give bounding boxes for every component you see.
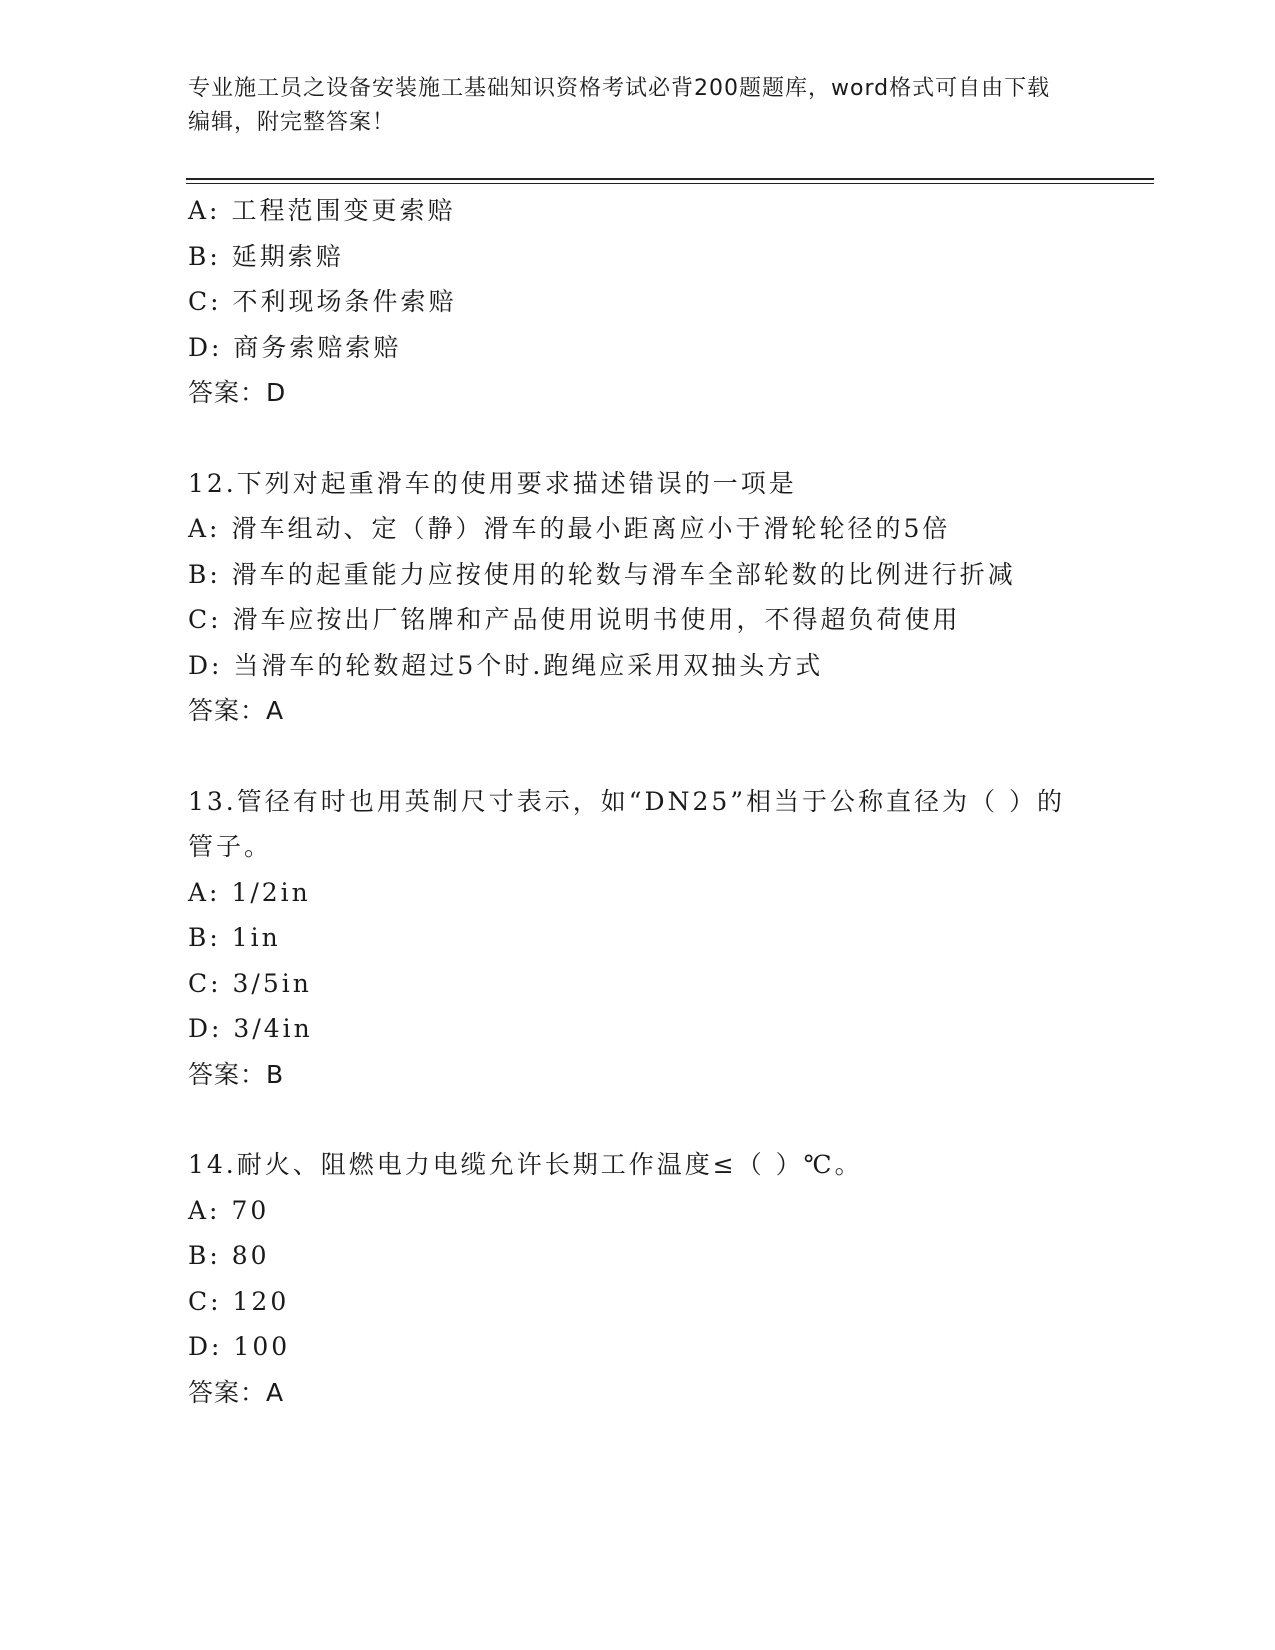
question-content [188, 188, 1108, 1415]
document-header: 专业施工员之设备安装施工基础知识资格考试必背200题题库，word格式可自由下载编辑，附完整答案！ [188, 76, 1051, 135]
option-d: D: 当滑车的轮数超过5个时.跑绳应采用双抽头方式 [188, 650, 824, 680]
question-text: 14.耐火、阻燃电力电缆允许长期工作温度≤（ ）℃。 [188, 1150, 863, 1179]
answer-line: 答案：D [188, 378, 287, 407]
option-c: C: 120 [188, 1286, 290, 1316]
option-a: A: 工程范围变更索赔 [188, 196, 456, 225]
option-c: C: 滑车应按出厂铭牌和产品使用说明书使用，不得超负荷使用 [188, 605, 961, 634]
option-d: D: 100 [188, 1332, 291, 1361]
answer-line: 答案：A [188, 1377, 285, 1407]
option-a: A: 70 [188, 1195, 270, 1225]
question-12 [188, 461, 1108, 734]
option-b: B: 80 [188, 1241, 270, 1270]
header-rule-thin [186, 183, 1154, 184]
option-d: D: 3/4in [188, 1014, 313, 1043]
question-14 [188, 1142, 1108, 1415]
option-c: C: 不利现场条件索赔 [188, 287, 457, 316]
option-c: C: 3/5in [188, 968, 312, 998]
option-d: D: 商务索赔索赔 [188, 332, 402, 362]
option-b: B: 延期索赔 [188, 241, 344, 271]
question-text: 12.下列对起重滑车的使用要求描述错误的一项是 [188, 468, 797, 498]
option-a: A: 1/2in [188, 877, 311, 907]
question-13 [188, 779, 1108, 1098]
answer-line: 答案：B [188, 1059, 285, 1089]
answer-line: 答案：A [188, 696, 285, 725]
option-b: B: 滑车的起重能力应按使用的轮数与滑车全部轮数的比例进行折减 [188, 559, 1016, 589]
option-a: A: 滑车组动、定（静）滑车的最小距离应小于滑轮轮径的5倍 [188, 514, 951, 543]
question-text: 13.管径有时也用英制尺寸表示，如“DN25”相当于公称直径为（ ）的管子。 [188, 786, 1065, 861]
header-rule-thick [186, 178, 1154, 180]
option-b: B: 1in [188, 923, 281, 952]
continued-question [188, 188, 1108, 416]
